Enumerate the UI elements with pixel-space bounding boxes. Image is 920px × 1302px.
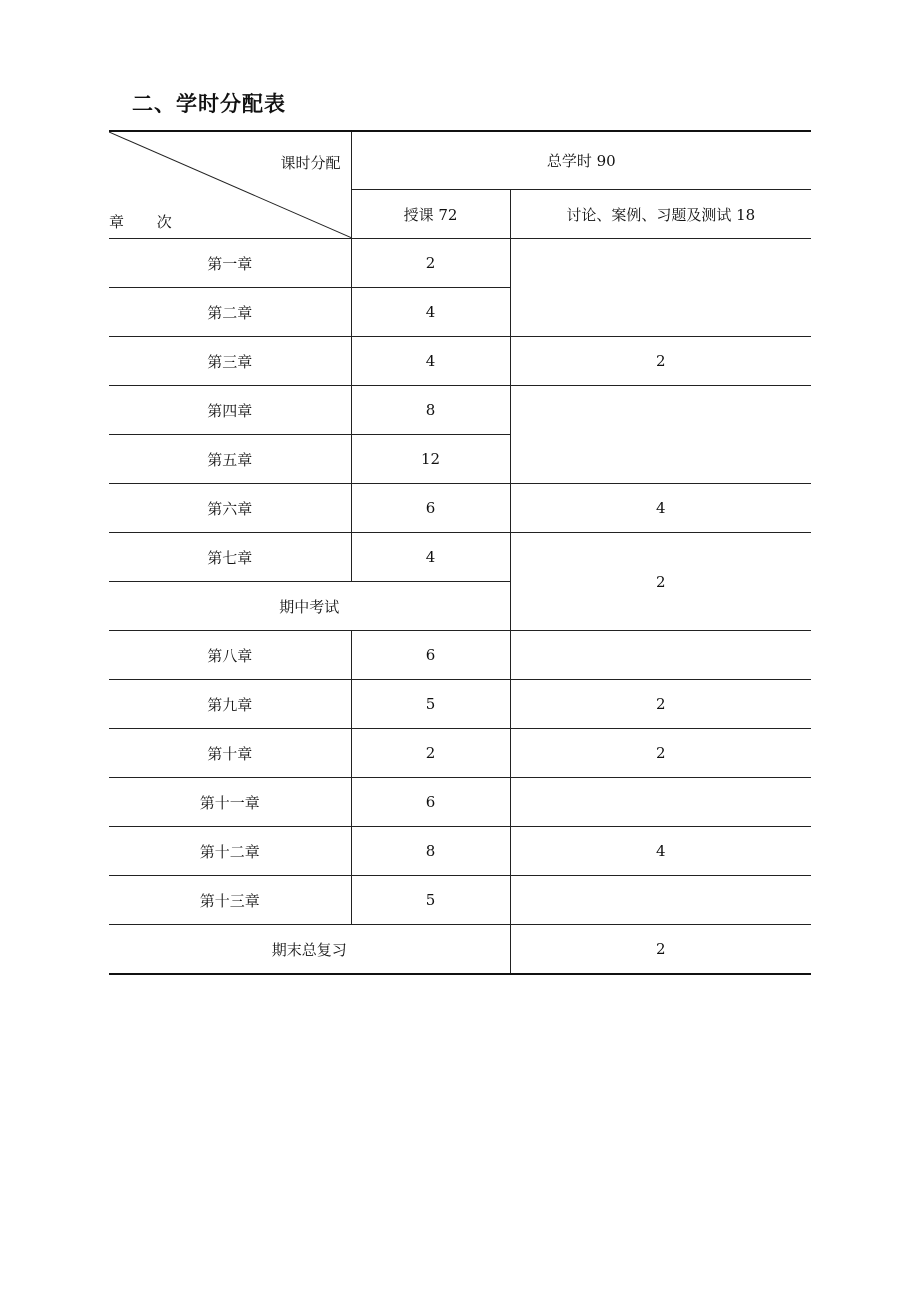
lecture-cell: 4 bbox=[351, 533, 510, 582]
lecture-cell: 6 bbox=[351, 631, 510, 680]
discussion-cell bbox=[510, 631, 811, 680]
discussion-hours-header: 讨论、案例、习题及测试 18 bbox=[510, 190, 811, 239]
chapter-cell: 第一章 bbox=[109, 239, 351, 288]
lecture-cell: 6 bbox=[351, 484, 510, 533]
chapter-cell: 第十三章 bbox=[109, 876, 351, 925]
lecture-cell: 12 bbox=[351, 435, 510, 484]
discussion-cell: 2 bbox=[510, 337, 811, 386]
table-row bbox=[109, 778, 811, 827]
table-row bbox=[109, 925, 811, 975]
chapter-cell-final-review: 期末总复习 bbox=[109, 925, 510, 975]
total-hours-header: 总学时 90 bbox=[351, 131, 811, 190]
lecture-cell: 6 bbox=[351, 778, 510, 827]
table-row bbox=[109, 239, 811, 288]
chapter-cell: 第六章 bbox=[109, 484, 351, 533]
chapter-cell: 第八章 bbox=[109, 631, 351, 680]
table-row bbox=[109, 631, 811, 680]
table-row bbox=[109, 680, 811, 729]
discussion-cell bbox=[510, 386, 811, 484]
lecture-cell: 5 bbox=[351, 876, 510, 925]
chapter-cell: 第三章 bbox=[109, 337, 351, 386]
table-row bbox=[109, 729, 811, 778]
diagonal-header-cell bbox=[109, 131, 351, 239]
chapter-cell: 第十章 bbox=[109, 729, 351, 778]
discussion-cell: 2 bbox=[510, 925, 811, 975]
chapter-cell: 第九章 bbox=[109, 680, 351, 729]
discussion-cell bbox=[510, 778, 811, 827]
lecture-cell: 2 bbox=[351, 729, 510, 778]
hours-allocation-table bbox=[109, 130, 811, 975]
lecture-cell: 4 bbox=[351, 337, 510, 386]
lecture-cell: 2 bbox=[351, 239, 510, 288]
lecture-cell: 4 bbox=[351, 288, 510, 337]
discussion-cell bbox=[510, 239, 811, 337]
table-row bbox=[109, 484, 811, 533]
corner-label-hours: 课时分配 bbox=[280, 154, 341, 172]
lecture-cell: 8 bbox=[351, 386, 510, 435]
page-title: 二、学时分配表 bbox=[132, 92, 286, 116]
discussion-cell: 2 bbox=[510, 533, 811, 631]
table-row bbox=[109, 386, 811, 435]
table-row bbox=[109, 337, 811, 386]
chapter-cell: 第四章 bbox=[109, 386, 351, 435]
discussion-cell: 2 bbox=[510, 680, 811, 729]
lecture-cell: 8 bbox=[351, 827, 510, 876]
chapter-cell: 第十一章 bbox=[109, 778, 351, 827]
table-row bbox=[109, 876, 811, 925]
lecture-cell: 5 bbox=[351, 680, 510, 729]
corner-label-chapter: 章 次 bbox=[109, 213, 186, 231]
chapter-cell: 第七章 bbox=[109, 533, 351, 582]
discussion-cell: 4 bbox=[510, 827, 811, 876]
discussion-cell: 4 bbox=[510, 484, 811, 533]
chapter-cell: 第十二章 bbox=[109, 827, 351, 876]
chapter-cell: 第二章 bbox=[109, 288, 351, 337]
lecture-hours-header: 授课 72 bbox=[351, 190, 510, 239]
discussion-cell bbox=[510, 876, 811, 925]
table-row bbox=[109, 533, 811, 582]
chapter-cell-midterm: 期中考试 bbox=[109, 582, 510, 631]
header-row-total bbox=[109, 131, 811, 190]
discussion-cell: 2 bbox=[510, 729, 811, 778]
chapter-cell: 第五章 bbox=[109, 435, 351, 484]
table-row bbox=[109, 827, 811, 876]
